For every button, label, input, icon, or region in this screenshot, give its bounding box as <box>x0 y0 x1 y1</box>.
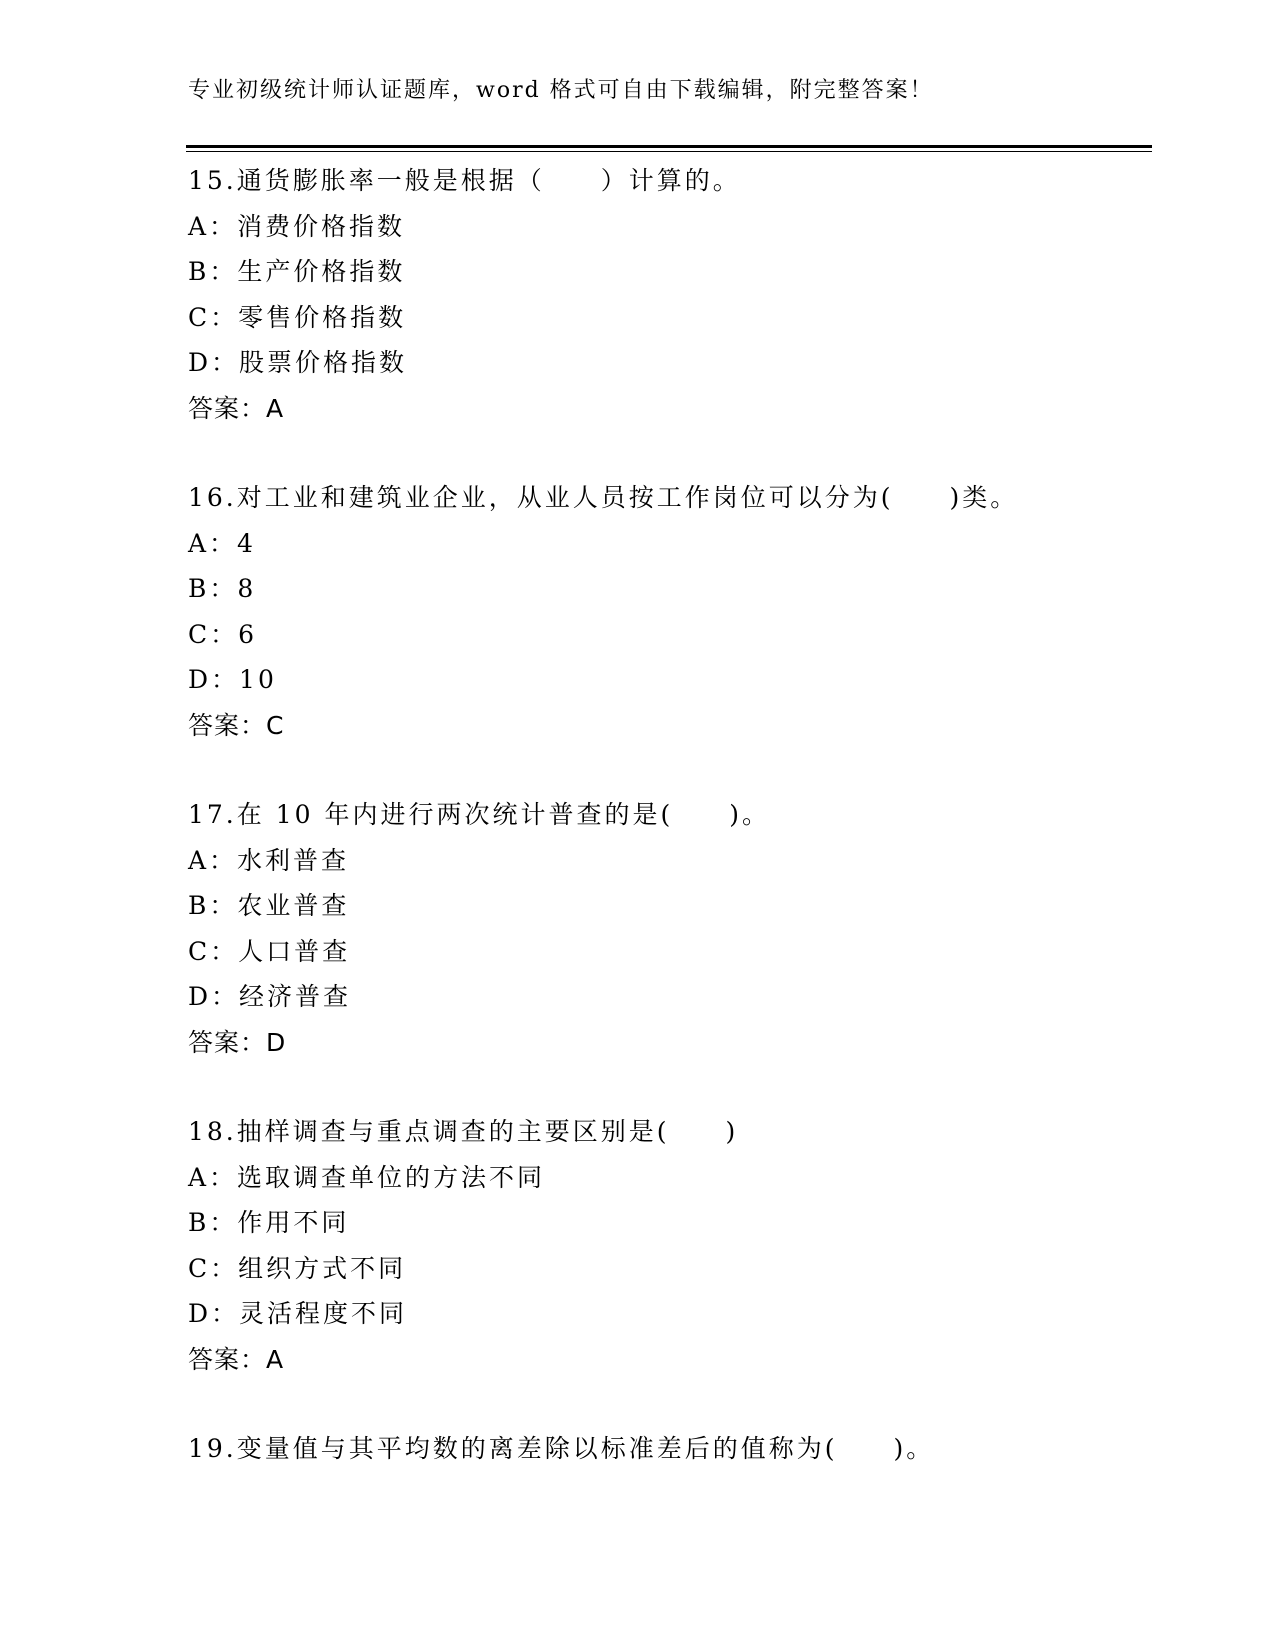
question-stem: 18.抽样调查与重点调查的主要区别是( ) <box>188 1117 739 1146</box>
question-list <box>188 158 1148 1516</box>
option-a: A：选取调查单位的方法不同 <box>188 1162 546 1192</box>
question-stem: 15.通货膨胀率一般是根据（ ）计算的。 <box>188 166 741 195</box>
question-stem: 19.变量值与其平均数的离差除以标准差后的值称为( )。 <box>188 1434 935 1463</box>
option-d: D：灵活程度不同 <box>188 1299 408 1328</box>
answer-line: 答案：C <box>188 710 285 740</box>
option-c: C：6 <box>188 619 258 649</box>
option-c: C：组织方式不同 <box>188 1253 407 1283</box>
header-divider-thick <box>186 145 1152 148</box>
option-b: B：生产价格指数 <box>188 257 406 286</box>
question-item <box>188 1426 1148 1472</box>
question-item <box>188 792 1148 1065</box>
option-a: A：消费价格指数 <box>188 211 406 241</box>
header-divider-thin <box>186 151 1152 152</box>
option-b: B：8 <box>188 574 257 603</box>
option-c: C：零售价格指数 <box>188 302 407 332</box>
page-header: 专业初级统计师认证题库，word 格式可自由下载编辑，附完整答案！ <box>188 78 934 103</box>
question-item <box>188 475 1148 748</box>
option-a: A：水利普查 <box>188 845 350 875</box>
question-stem: 16.对工业和建筑业企业，从业人员按工作岗位可以分为( )类。 <box>188 483 1019 512</box>
question-item <box>188 1109 1148 1382</box>
option-a: A：4 <box>188 528 256 558</box>
option-b: B：农业普查 <box>188 891 350 920</box>
option-c: C：人口普查 <box>188 936 351 966</box>
option-d: D：经济普查 <box>188 982 352 1011</box>
option-b: B：作用不同 <box>188 1208 350 1237</box>
option-d: D：股票价格指数 <box>188 348 408 377</box>
option-d: D：10 <box>188 665 277 694</box>
answer-line: 答案：D <box>188 1027 287 1057</box>
question-item <box>188 158 1148 431</box>
answer-line: 答案：A <box>188 393 285 423</box>
question-stem: 17.在 10 年内进行两次统计普查的是( )。 <box>188 800 770 829</box>
answer-line: 答案：A <box>188 1344 285 1374</box>
